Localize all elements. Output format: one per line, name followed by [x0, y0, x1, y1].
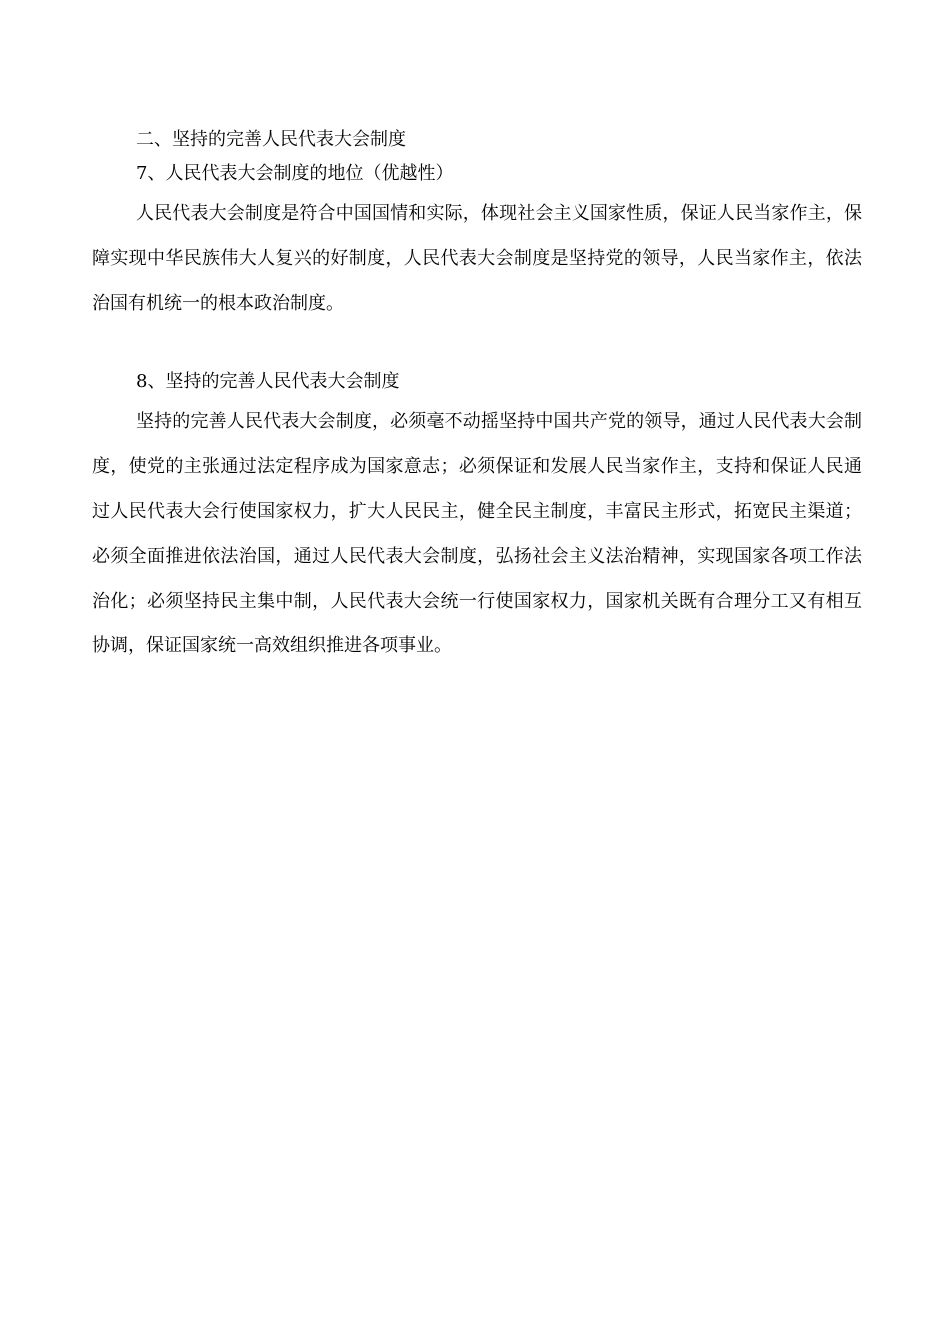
- document-body: [92, 128, 862, 669]
- section-heading: 二、坚持的完善人民代表大会制度: [136, 129, 406, 150]
- item-8-paragraph: 坚持的完善人民代表大会制度，必须毫不动摇坚持中国共产党的领导，通过人民代表大会制度，使党的主张通过法定程序成为国家意志；必须保证和发展人民当家作主，支持和保证人民通过人民代表大会行使国家权力，扩大人民民主，健全民主制度，丰富民主形式，拓宽民主渠道；必须全面推进依法治国，通过人民代表大会制度，弘扬社会主义法治精神，实现国家各项工作法治化；必须坚持民主集中制，人民代表大会统一行使国家权力，国家机关既有合理分工又有相互协调，保证国家统一高效组织推进各项事业。: [92, 411, 862, 657]
- item-7-heading: 7、人民代表大会制度的地位（优越性）: [136, 163, 454, 184]
- item-8-heading: 8、坚持的完善人民代表大会制度: [136, 371, 400, 393]
- item-7-paragraph: 人民代表大会制度是符合中国国情和实际，体现社会主义国家性质，保证人民当家作主，保障实现中华民族伟大人复兴的好制度，人民代表大会制度是坚持党的领导，人民当家作主，依法治国有机统一的根本政治制度。: [92, 203, 862, 314]
